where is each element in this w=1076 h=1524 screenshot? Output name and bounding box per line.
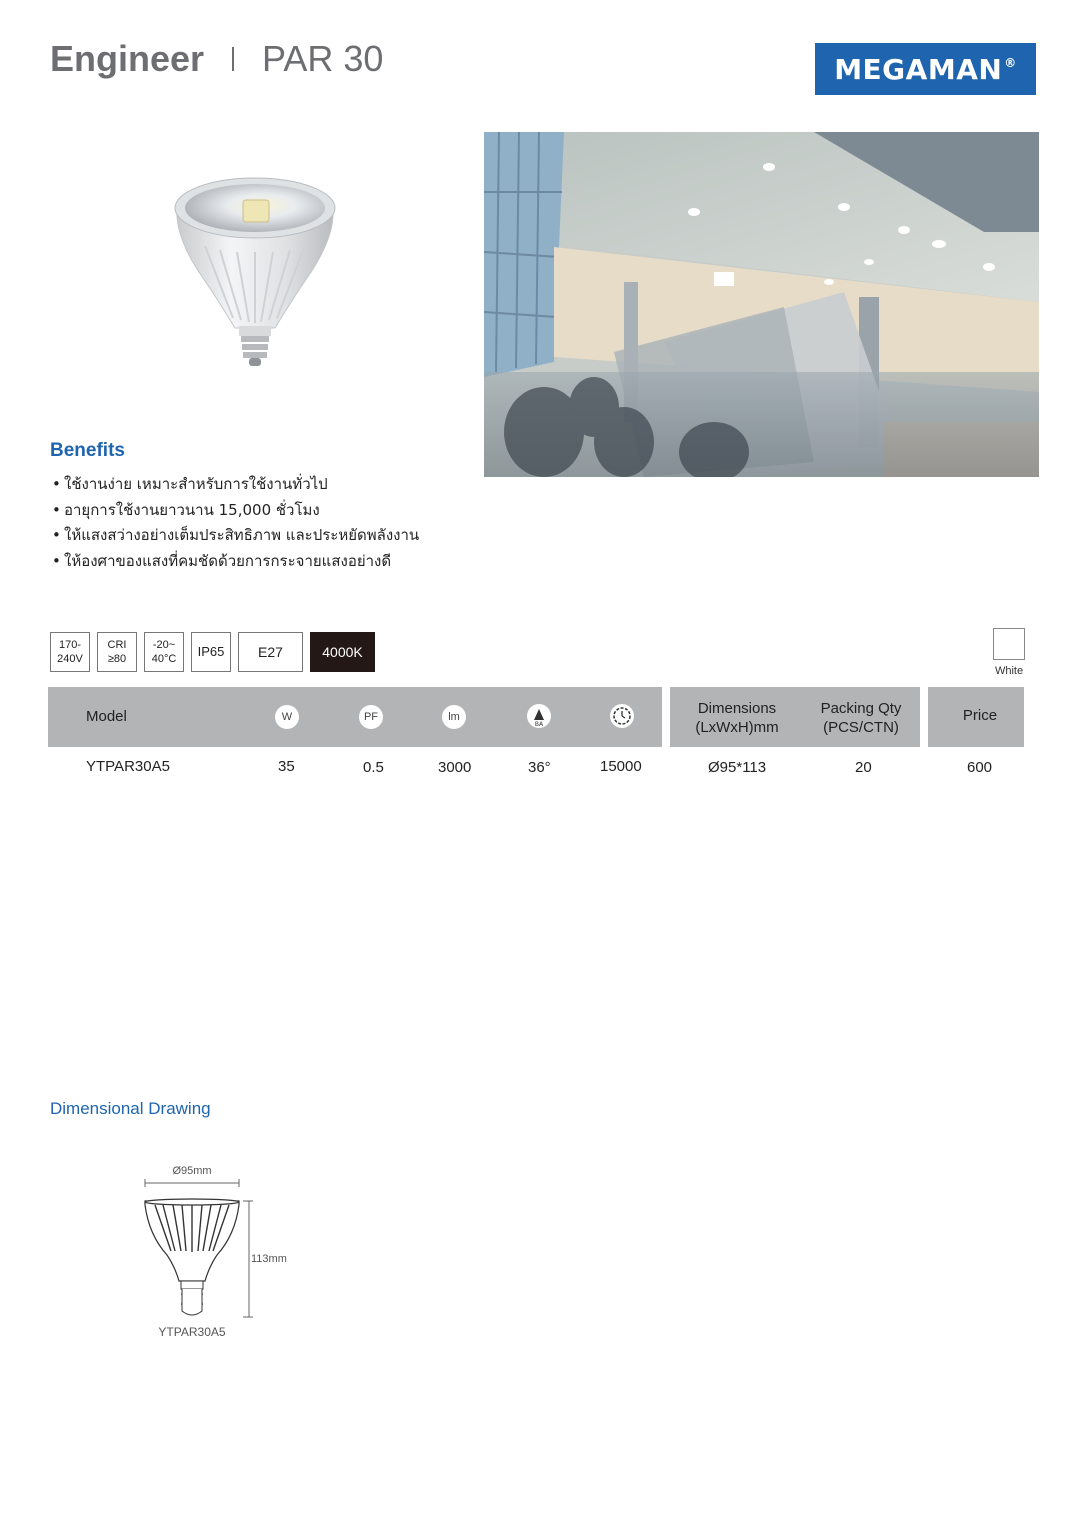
base-badge: E27 xyxy=(238,632,303,672)
benefit-item: • ให้องศาของแสงที่คมชัดด้วยการกระจายแสงอย่างดี xyxy=(52,551,392,570)
lumen-icon: lm xyxy=(442,705,466,729)
dimensional-drawing-heading: Dimensional Drawing xyxy=(50,1099,211,1118)
cct-badge: 4000K xyxy=(310,632,375,672)
dimensional-drawing xyxy=(135,1155,315,1345)
header-packing: Packing Qty (PCS/CTN) xyxy=(820,700,902,736)
header-model: Model xyxy=(86,708,127,725)
beam-angle-icon xyxy=(527,704,551,728)
logo-text: MEGAMAN ® xyxy=(834,52,1017,86)
finish-label: White xyxy=(994,665,1024,677)
svg-text:BA: BA xyxy=(534,721,544,728)
page-title xyxy=(50,38,383,80)
registered-mark: ® xyxy=(1004,55,1017,70)
cell-price: 600 xyxy=(967,759,993,776)
shopping-mall-photo xyxy=(484,132,1039,477)
header-price: Price xyxy=(962,707,998,724)
diameter-label: Ø95mm xyxy=(172,1165,212,1177)
benefit-item: • ให้แสงสว่างอย่างเต็มประสิทธิภาพ และประหยัดพลังงาน xyxy=(52,526,420,544)
cell-dimensions: Ø95*113 xyxy=(708,759,767,776)
cell-lifetime: 15000 xyxy=(600,758,642,775)
benefits-heading: Benefits xyxy=(50,440,125,461)
header-dimensions: Dimensions (LxWxH)mm xyxy=(695,700,779,736)
table-header-main xyxy=(48,687,662,747)
power-factor-icon: PF xyxy=(359,705,383,729)
voltage-badge: 170- 240V xyxy=(50,632,90,672)
white-finish-swatch xyxy=(993,628,1025,660)
lifetime-icon xyxy=(610,704,634,728)
series-name: Engineer xyxy=(50,38,205,79)
title-divider xyxy=(232,47,234,71)
cell-pf: 0.5 xyxy=(363,759,384,776)
product-family: PAR 30 xyxy=(262,38,384,79)
benefits-list xyxy=(52,472,419,574)
cell-watt: 35 xyxy=(278,758,295,775)
megaman-logo xyxy=(815,43,1036,95)
cell-model: YTPAR30A5 xyxy=(86,758,170,775)
cell-beam: 36° xyxy=(528,759,551,776)
product-lamp-photo xyxy=(165,168,345,373)
cell-lumen: 3000 xyxy=(438,759,472,776)
drawing-model-label: YTPAR30A5 xyxy=(158,1325,226,1339)
temperature-badge: -20~ 40°C xyxy=(144,632,184,672)
benefit-item: • อายุการใช้งานยาวนาน 15,000 ชั่วโมง xyxy=(52,500,320,519)
height-label: 113mm xyxy=(251,1253,287,1265)
benefit-item: • ใช้งานง่าย เหมาะสำหรับการใช้งานทั่วไป xyxy=(52,475,328,493)
cell-packing: 20 xyxy=(855,759,872,776)
ip-rating-badge: IP65 xyxy=(191,632,231,672)
spec-badges xyxy=(50,632,375,672)
watt-icon: W xyxy=(275,705,299,729)
cri-badge: CRI ≥80 xyxy=(97,632,137,672)
